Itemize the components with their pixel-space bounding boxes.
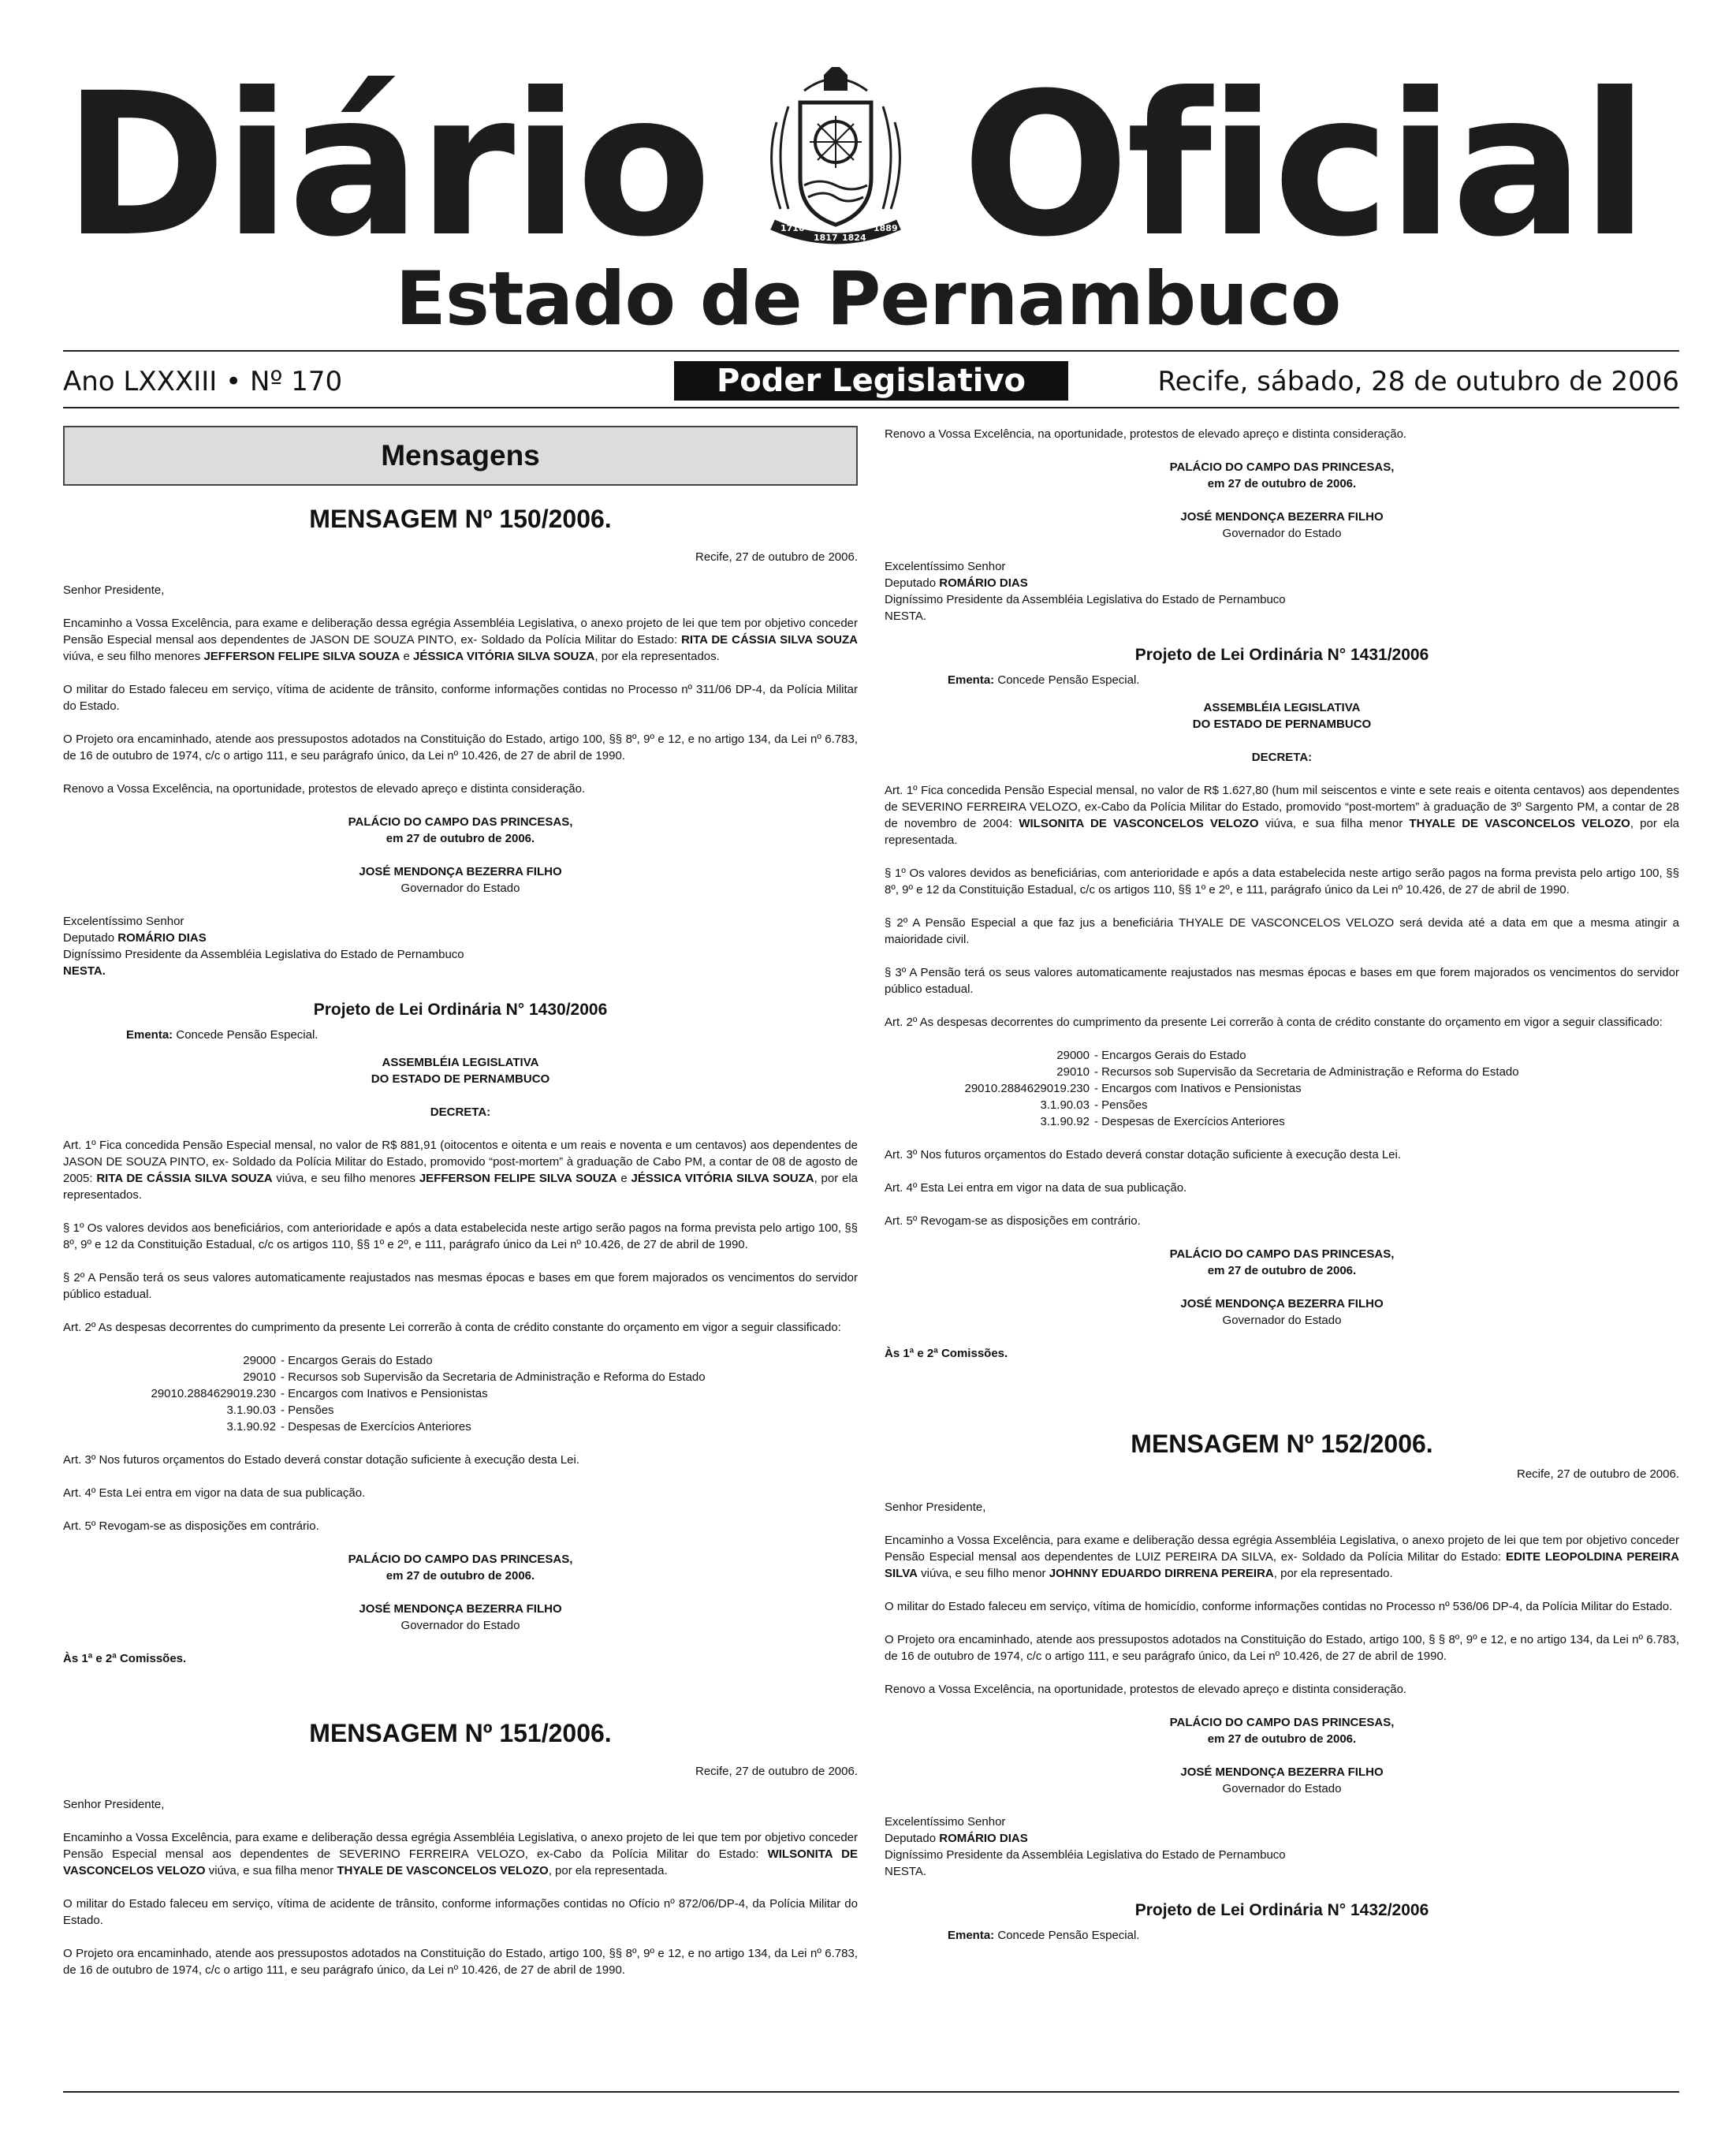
issue-number: Ano LXXXIII • Nº 170	[63, 366, 343, 397]
masthead-subtitle: Estado de Pernambuco	[395, 256, 1341, 342]
budget-table	[63, 1352, 858, 1435]
palace-signoff: PALÁCIO DO CAMPO DAS PRINCESAS, em 27 de outubro de 2006.	[348, 815, 573, 845]
paragraph: Renovo a Vossa Excelência, na oportunidade, protestos de elevado apreço e distinta consideração.	[885, 427, 1407, 441]
budget-row: 29000 - Encargos Gerais do Estado	[243, 1354, 433, 1367]
paragraph: O Projeto ora encaminhado, atende aos pressupostos adotados na Constituição do Estado, artigo 100, §§ 8º, 9º e 12, e no artigo 134, da Lei nº 6.783, de 16 de outubro de 1974, c/c o artigo 111, e seu parágrafo único, da Lei nº 10.426, de 27 de abril de 1990.	[63, 1947, 858, 1977]
article: § 1º Os valores devidos aos beneficiários, com anterioridade e após a data estabelecida neste artigo serão pagos na forma prevista pelo artigo 100, §§ 8º, 9º e 12 da Constituição Estadual, c/c os artigos 110, §§ 1º e 2º, e 111, parágrafo único da Lei nº 10.426, de 27 de abril de 1990.	[63, 1221, 858, 1251]
article: § 2º A Pensão terá os seus valores automaticamente reajustados nas mesmas épocas e bases em que forem majorados os vencimentos do servidor público estadual.	[63, 1271, 858, 1301]
paragraph: O Projeto ora encaminhado, atende aos pressupostos adotados na Constituição do Estado, artigo 100, §§ 8º, 9º e 12, e no artigo 134, da Lei nº 6.783, de 16 de outubro de 1974, c/c o artigo 111, e seu parágrafo único, da Lei nº 10.426, de 27 de abril de 1990.	[63, 733, 858, 762]
budget-table	[885, 1047, 1679, 1130]
salutation: Senhor Presidente,	[885, 1501, 986, 1514]
bill-title: Projeto de Lei Ordinária N° 1431/2006	[1134, 646, 1429, 664]
salutation: Senhor Presidente,	[63, 1798, 165, 1811]
svg-text:1889: 1889	[874, 223, 898, 233]
budget-row: 29010 - Recursos sob Supervisão da Secretaria de Administração e Reforma do Estado	[1056, 1065, 1519, 1079]
bill-title: Projeto de Lei Ordinária N° 1430/2006	[313, 1001, 608, 1019]
article: Art. 2º As despesas decorrentes do cumprimento da presente Lei correrão à conta de crédito constante do orçamento em vigor a seguir classificado:	[63, 1321, 841, 1334]
article: Art. 1º Fica concedida Pensão Especial mensal, no valor de R$ 881,91 (oitocentos e oitenta e um reais e noventa e um centavos) aos dependentes de JASON DE SOUZA PINTO, ex- Soldado da Polícia Militar do Estado, promovido “post-mortem” à graduação de Cabo PM, a contar de 08 de agosto de 2005: RITA DE CÁSSIA SILVA SOUZA viúva, e seu filho menores JEFFERSON FELIPE SILVA SOUZA e JÉSSICA VITÓRIA SILVA SOUZA, por ela representados.	[63, 1139, 859, 1202]
paragraph: Encaminho a Vossa Excelência, para exame e deliberação dessa egrégia Assembléia Legislativa, o anexo projeto de lei que tem por objetivo conceder Pensão Especial mensal aos dependentes de SEVERINO FERREIRA VELOZO, ex-Cabo da Polícia Militar do Estado: WILSONITA DE VASCONCELOS VELOZO viúva, e sua filha menor THYALE DE VASCONCELOS VELOZO, por ela representada.	[63, 1831, 859, 1877]
addressee-block: Excelentíssimo Senhor Deputado ROMÁRIO DIAS Digníssimo Presidente da Assembléia Legislativa do Estado de Pernambuco NESTA.	[63, 915, 464, 978]
addressee-block: Excelentíssimo Senhor Deputado ROMÁRIO DIAS Digníssimo Presidente da Assembléia Legislativa do Estado de Pernambuco NESTA.	[885, 1815, 1286, 1878]
issue-date: Recife, sábado, 28 de outubro de 2006	[1157, 366, 1679, 397]
paragraph: Renovo a Vossa Excelência, na oportunidade, protestos de elevado apreço e distinta consideração.	[885, 1683, 1407, 1696]
signature-block: JOSÉ MENDONÇA BEZERRA FILHO Governador do Estado	[359, 865, 562, 895]
assembly-heading: ASSEMBLÉIA LEGISLATIVA DO ESTADO DE PERNAMBUCO	[1192, 701, 1372, 731]
article: Art. 4º Esta Lei entra em vigor na data de sua publicação.	[885, 1181, 1187, 1195]
article: Art. 3º Nos futuros orçamentos do Estado deverá constar dotação suficiente à execução desta Lei.	[885, 1148, 1402, 1161]
budget-row: 29010 - Recursos sob Supervisão da Secretaria de Administração e Reforma do Estado	[243, 1370, 706, 1384]
paragraph: Encaminho a Vossa Excelência, para exame e deliberação dessa egrégia Assembléia Legislativa, o anexo projeto de lei que tem por objetivo conceder Pensão Especial mensal aos dependentes de LUIZ PEREIRA DA SILVA, ex- Soldado da Polícia Militar do Estado: EDITE LEOPOLDINA PEREIRA SILVA viúva, e seu filho menor JOHNNY EDUARDO DIRRENA PEREIRA, por ela representado.	[885, 1534, 1680, 1580]
header-rule-bottom	[63, 407, 1679, 408]
paragraph: O militar do Estado faleceu em serviço, vítima de homicídio, conforme informações contidas no Processo nº 536/06 DP-4, da Polícia Militar do Estado.	[885, 1600, 1673, 1613]
paragraph: Renovo a Vossa Excelência, na oportunidade, protestos de elevado apreço e distinta consideração.	[63, 782, 586, 796]
article: Art. 2º As despesas decorrentes do cumprimento da presente Lei correrão à conta de crédito constante do orçamento em vigor a seguir classificado:	[885, 1016, 1663, 1029]
left-column	[63, 426, 858, 1995]
message-title: MENSAGEM Nº 151/2006.	[309, 1719, 612, 1747]
article: Art. 5º Revogam-se as disposições em contrário.	[885, 1214, 1141, 1228]
svg-text:1817: 1817	[814, 233, 838, 243]
issue-line	[63, 361, 1679, 402]
section-banner: Mensagens	[63, 426, 858, 486]
decreta-heading: DECRETA:	[1251, 751, 1313, 764]
signature-block: JOSÉ MENDONÇA BEZERRA FILHO Governador do Estado	[1180, 510, 1384, 540]
palace-signoff: PALÁCIO DO CAMPO DAS PRINCESAS, em 27 de outubro de 2006.	[348, 1553, 573, 1583]
coat-of-arms-icon	[757, 59, 915, 256]
article: Art. 1º Fica concedida Pensão Especial mensal, no valor de R$ 1.627,80 (hum mil seiscentos e vinte e sete reais e oitenta centavos) aos dependentes de SEVERINO FERREIRA VELOZO, ex-Cabo da Polícia Militar do Estado, promovido “post-mortem” à graduação de 3º Sargento PM, a contar de 28 de novembro de 2004: WILSONITA DE VASCONCELOS VELOZO viúva, e sua filha menor THYALE DE VASCONCELOS VELOZO, por ela representada.	[885, 784, 1680, 847]
signature-block: JOSÉ MENDONÇA BEZERRA FILHO Governador do Estado	[1180, 1297, 1384, 1327]
right-column	[885, 426, 1679, 1955]
ementa: Ementa: Concede Pensão Especial.	[126, 1028, 319, 1042]
ementa: Ementa: Concede Pensão Especial.	[948, 1929, 1140, 1942]
budget-row: 3.1.90.03 - Pensões	[1040, 1098, 1148, 1112]
salutation: Senhor Presidente,	[63, 583, 165, 597]
budget-row: 3.1.90.92 - Despesas de Exercícios Anteriores	[1040, 1115, 1285, 1128]
svg-text:1710: 1710	[780, 223, 805, 233]
article: § 1º Os valores devidos as beneficiárias, com anterioridade e após a data estabelecida neste artigo serão pagos na forma prevista pelo artigo 100, §§ 8º, 9º e 12 da Constituição Estadual, c/c os artigos 110, §§ 1º e 2º, e 111, parágrafo único da Lei nº 10.426, de 27 de abril de 1990.	[885, 867, 1679, 897]
masthead-title-left: Diário	[63, 50, 709, 280]
paragraph: Encaminho a Vossa Excelência, para exame e deliberação dessa egrégia Assembléia Legislativa, o anexo projeto de lei que tem por objetivo conceder Pensão Especial mensal aos dependentes de JASON DE SOUZA PINTO, ex- Soldado da Polícia Militar do Estado: RITA DE CÁSSIA SILVA SOUZA viúva, e seu filho menores JEFFERSON FELIPE SILVA SOUZA e JÉSSICA VITÓRIA SILVA SOUZA, por ela representados.	[63, 617, 859, 663]
budget-row: 3.1.90.92 - Despesas de Exercícios Anteriores	[226, 1420, 471, 1434]
signature-block: JOSÉ MENDONÇA BEZERRA FILHO Governador do Estado	[1180, 1765, 1384, 1795]
budget-row: 29010.2884629019.230 - Encargos com Inativos e Pensionistas	[151, 1387, 488, 1400]
committees-note: Às 1ª e 2ª Comissões.	[63, 1652, 187, 1665]
ementa: Ementa: Concede Pensão Especial.	[948, 673, 1140, 687]
committees-note: Às 1ª e 2ª Comissões.	[885, 1347, 1008, 1360]
header-rule-top	[63, 350, 1679, 352]
svg-text:1824: 1824	[842, 233, 866, 243]
section-label: Poder Legislativo	[674, 361, 1068, 401]
dateline: Recife, 27 de outubro de 2006.	[695, 1765, 858, 1778]
article: Art. 5º Revogam-se as disposições em contrário.	[63, 1519, 319, 1533]
paragraph: O militar do Estado faleceu em serviço, vítima de acidente de trânsito, conforme informações contidas no Ofício nº 872/06/DP-4, da Polícia Militar do Estado.	[63, 1897, 858, 1927]
palace-signoff: PALÁCIO DO CAMPO DAS PRINCESAS, em 27 de outubro de 2006.	[1169, 460, 1395, 490]
budget-row: 29010.2884629019.230 - Encargos com Inativos e Pensionistas	[964, 1082, 1302, 1095]
assembly-heading: ASSEMBLÉIA LEGISLATIVA DO ESTADO DE PERNAMBUCO	[371, 1056, 550, 1086]
budget-row: 29000 - Encargos Gerais do Estado	[1056, 1049, 1246, 1062]
footer-rule	[63, 2091, 1679, 2093]
article: Art. 3º Nos futuros orçamentos do Estado deverá constar dotação suficiente à execução desta Lei.	[63, 1453, 580, 1467]
decreta-heading: DECRETA:	[430, 1105, 491, 1119]
budget-row: 3.1.90.03 - Pensões	[226, 1404, 334, 1417]
article: § 3º A Pensão terá os seus valores automaticamente reajustados nas mesmas épocas e bases em que forem majorados os vencimentos do servidor público estadual.	[885, 966, 1679, 996]
palace-signoff: PALÁCIO DO CAMPO DAS PRINCESAS, em 27 de outubro de 2006.	[1169, 1247, 1395, 1277]
masthead-title-right: Oficial	[962, 50, 1646, 280]
message-title: MENSAGEM Nº 150/2006.	[309, 505, 612, 533]
message-title: MENSAGEM Nº 152/2006.	[1131, 1430, 1433, 1458]
palace-signoff: PALÁCIO DO CAMPO DAS PRINCESAS, em 27 de outubro de 2006.	[1169, 1716, 1395, 1746]
article: Art. 4º Esta Lei entra em vigor na data de sua publicação.	[63, 1486, 366, 1500]
bill-title: Projeto de Lei Ordinária N° 1432/2006	[1134, 1901, 1429, 1919]
article: § 2º A Pensão Especial a que faz jus a beneficiária THYALE DE VASCONCELOS VELOZO será devida até a data em que a mesma atingir a maioridade civil.	[885, 916, 1679, 946]
signature-block: JOSÉ MENDONÇA BEZERRA FILHO Governador do Estado	[359, 1602, 562, 1632]
paragraph: O Projeto ora encaminhado, atende aos pressupostos adotados na Constituição do Estado, artigo 100, § § 8º, 9º e 12, e no artigo 134, da Lei nº 6.783, de 16 de outubro de 1974, c/c o artigo 111, e seu parágrafo único, da Lei nº 10.426, de 27 de abril de 1990.	[885, 1633, 1679, 1663]
dateline: Recife, 27 de outubro de 2006.	[1517, 1467, 1679, 1481]
dateline: Recife, 27 de outubro de 2006.	[695, 550, 858, 564]
paragraph: O militar do Estado faleceu em serviço, vítima de acidente de trânsito, conforme informações contidas no Processo nº 311/06 DP-4, da Polícia Militar do Estado.	[63, 683, 858, 713]
addressee-block: Excelentíssimo Senhor Deputado ROMÁRIO DIAS Digníssimo Presidente da Assembléia Legislativa do Estado de Pernambuco NESTA.	[885, 560, 1286, 623]
